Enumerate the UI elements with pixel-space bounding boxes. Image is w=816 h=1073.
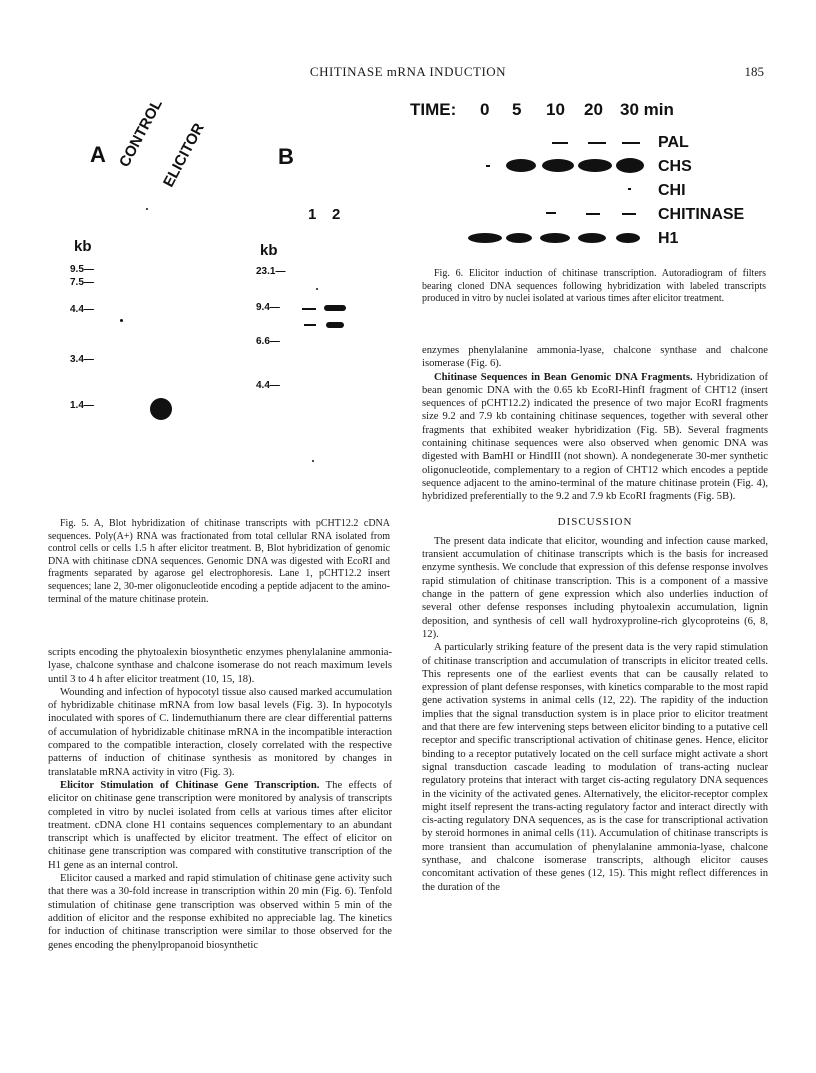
- gene-chi: CHI: [658, 182, 686, 199]
- chitinase-20-band: [586, 213, 600, 215]
- lane-number-1: 1: [308, 206, 317, 223]
- lane-number-2: 2: [332, 206, 341, 223]
- lane-label-elicitor: ELICITOR: [160, 120, 208, 190]
- time-5: 5: [512, 100, 522, 119]
- marker-6-6: 6.6—: [256, 336, 280, 347]
- lane-1-band-9-2kb: [302, 308, 316, 310]
- speck: [312, 460, 314, 462]
- chs-5-band: [506, 159, 536, 172]
- right-column: [422, 344, 768, 894]
- gene-pal: PAL: [658, 134, 689, 151]
- gene-h1: H1: [658, 230, 679, 247]
- chi-30-band: [628, 188, 631, 190]
- speck: [316, 288, 318, 290]
- page-number: 185: [744, 64, 764, 79]
- time-0: 0: [480, 100, 490, 119]
- marker-23-1: 23.1—: [256, 266, 286, 277]
- marker-9-4: 9.4—: [256, 302, 280, 313]
- speck: [120, 319, 123, 322]
- lane-label-control: CONTROL: [116, 96, 166, 170]
- marker-3-4: 3.4—: [70, 354, 94, 365]
- chitinase-10-band: [546, 212, 556, 214]
- panel-b-kb-label: kb: [260, 242, 278, 259]
- paragraph: scripts encoding the phytoalexin biosynthetic enzymes phenylalanine ammonia-lyase, chalcone synthase and chalcone isomerase do not reach maximum levels until 3 to 4 h after elicitor treatment (10, 15, 18).: [48, 647, 392, 685]
- paragraph: Elicitor caused a marked and rapid stimulation of chitinase gene activity such that there was a 30-fold increase in transcription within 20 min (Fig. 6). Tenfold stimulation of chitinase gene transcription was observed within 5 min of the addition of elicitor and the response exhibited no appreciable lag. The kinetics for induction of chitinase transcription were similar to those observed for the genes encoding the phenylpropanoid biosynthetic: [48, 873, 392, 951]
- h1-0-band: [468, 233, 502, 243]
- pal-20-band: [588, 142, 606, 144]
- marker-7-5: 7.5—: [70, 277, 94, 288]
- time-10: 10: [546, 100, 565, 119]
- gene-chitinase: CHITINASE: [658, 206, 745, 223]
- panel-b-label: B: [278, 144, 294, 169]
- caption-text: Fig. 5. A, Blot hybridization of chitinase transcripts with pCHT12.2 cDNA sequences. Poly(A+) RNA was fractionated from total cellular RNA isolated from control cells or cells 1.5 h after elicitor treatment. B, Blot hybridization of genomic DNA with chitinase cDNA sequences. Genomic DNA was digested with EcoRI and fragments separated by agarose gel electrophoresis. Lane 1, pCHT12.2 insert sequences; lane 2, 30-mer oligonucleotide encoding a peptide adjacent to the amino-terminal of the mature chitinase protein.: [48, 518, 390, 605]
- h1-30-band: [616, 233, 640, 243]
- discussion-heading: DISCUSSION: [557, 515, 633, 528]
- lane-2-band-9-2kb: [324, 305, 346, 311]
- elicitor-band-1-4kb: [150, 398, 172, 420]
- left-column: [48, 646, 392, 952]
- h1-20-band: [578, 233, 606, 243]
- marker-4-4-b: 4.4—: [256, 380, 280, 391]
- pal-10-band: [552, 142, 568, 144]
- run-in-heading: Elicitor Stimulation of Chitinase Gene Transcription.: [60, 779, 320, 791]
- chs-10-band: [542, 159, 574, 172]
- caption-text: Fig. 6. Elicitor induction of chitinase transcription. Autoradiogram of filters bearing cloned DNA sequences following hybridization with labeled transcripts produced in vitro by nuclei isolated at various times after elicitor treatment.: [422, 268, 766, 305]
- speck: [146, 208, 148, 210]
- paragraph-text: Hybridization of bean genomic DNA with the 0.65 kb EcoRI-HinfI fragment of CHT12 (insert sequences of pCHT12.2) indicated the presence of two major EcoRI fragments size 9.2 and 7.9 kb containing chitinase sequences, together with several other fragments that exhibited weaker hybridization (Fig. 5B). Several fragments containing chitinase sequences were also observed when genomic DNA was digested with BamHI or HindIII (not shown). A nondegenerate 30-mer synthetic oligonucleotide, complementary to a region of CHT12 which encodes a peptide sequence adjacent to the amino-terminal of the mature chitinase protein (Fig. 4), hybridized preferentially to the 9.2 and 7.9 kb EcoRI fragments (Fig. 5B).: [422, 371, 768, 503]
- marker-4-4: 4.4—: [70, 304, 94, 315]
- paragraph: [48, 779, 392, 872]
- figure-5: [60, 96, 380, 510]
- paragraph: enzymes phenylalanine ammonia-lyase, chalcone synthase and chalcone isomerase (Fig. 6).: [422, 345, 768, 370]
- lane-1-band-7-9kb: [304, 324, 316, 326]
- chs-0-band: [486, 165, 490, 167]
- paragraph-text: The effects of elicitor on chitinase gene transcription were monitored by analysis of transcripts completed in vitro by nuclei isolated from cells at various times after elicitor treatment. cDNA clone H1 contains sequences complementary to an abundant transcript which is unaffected by elicitor treatment. The effect of elicitor on chitinase gene transcription was compared with constitutive transcription of the H1 gene as an internal control.: [48, 779, 392, 871]
- time-30: 30 min: [620, 100, 674, 119]
- figure-5-caption: [48, 518, 390, 606]
- chs-20-band: [578, 159, 612, 172]
- gene-chs: CHS: [658, 158, 692, 175]
- paragraph: The present data indicate that elicitor, wounding and infection cause marked, transient accumulation of chitinase transcripts which is the basis for increased enzyme synthesis. We conclude that expression of this defense response involves rapid stimulation of chitinase transcription. This is a component of a massive change in the pattern of gene expression which also underlies induction of several other defense responses including phytoalexin accumulation, lignin deposition, and synthesis of cell wall hydroxyproline-rich glycoproteins (6, 8, 12).: [422, 535, 768, 640]
- paragraph: Wounding and infection of hypocotyl tissue also caused marked accumulation of hybridizable chitinase mRNA from low basal levels (Fig. 3). In hypocotyls inoculated with spores of C. lindemuthianum there are clear differential patterns of accumulation of hybridizable chitinase mRNA in the incompatible interaction compared to the compatible interaction, closely correlated with the respective patterns of induction of chitinase synthesis as monitored by changes in translatable mRNA activity in vitro (Fig. 3).: [48, 686, 392, 778]
- running-title: CHITINASE mRNA INDUCTION: [309, 64, 507, 79]
- chs-30-band: [616, 158, 644, 173]
- time-label: TIME:: [410, 100, 457, 119]
- lane-2-band-7-9kb: [326, 322, 344, 328]
- pal-30-band: [622, 142, 640, 144]
- running-header: [0, 64, 816, 84]
- marker-1-4: 1.4—: [70, 400, 94, 411]
- h1-10-band: [540, 233, 570, 243]
- marker-9-5: 9.5—: [70, 264, 94, 275]
- panel-a-label: A: [90, 142, 106, 167]
- time-20: 20: [584, 100, 603, 119]
- chitinase-30-band: [622, 213, 636, 215]
- figure-6: [410, 100, 770, 250]
- paragraph: A particularly striking feature of the present data is the very rapid stimulation of chitinase transcription and accumulation of transcripts in elicitor treated cells. This represents one of the earliest events that can be causally related to expression of plant defense responses, with kinetics comparable to the most rapid gene activation systems in animal cells (12, 22). The rapidity of the induction implies that the signal transduction system is in place prior to elicitor treatment and that there are few intervening steps between elicitor binding to a putative cell receptor and specific transcriptional activation of chitinase genes. Hence, elicitor binding to a receptor putatively located on the cell surface might activate a short signal transduction cascade leading to modulation of trans-acting nuclear regulatory proteins that interact with target cis-acting regulatory DNA sequences in the vicinity of the activated genes. Alternatively, the elicitor-receptor complex might itself represent the trans-acting regulatory factor and interact directly with cis-acting regulatory DNA sequences, as is the case for transcriptional activation by steroid hormones in animal cells (11). Accumulation of chitinase transcripts is more transient than accumulation of phenylalanine ammonia-lyase, chalcone synthase, and chalcone isomerase transcripts, although elicitor causes concomitant activation of these genes (12, 15). This might reflect differences in the duration of the: [422, 642, 768, 893]
- figure-6-caption: [422, 268, 766, 306]
- run-in-heading: Chitinase Sequences in Bean Genomic DNA Fragments.: [434, 371, 693, 383]
- h1-5-band: [506, 233, 532, 243]
- paragraph: [422, 371, 768, 504]
- panel-a-kb-label: kb: [74, 238, 92, 255]
